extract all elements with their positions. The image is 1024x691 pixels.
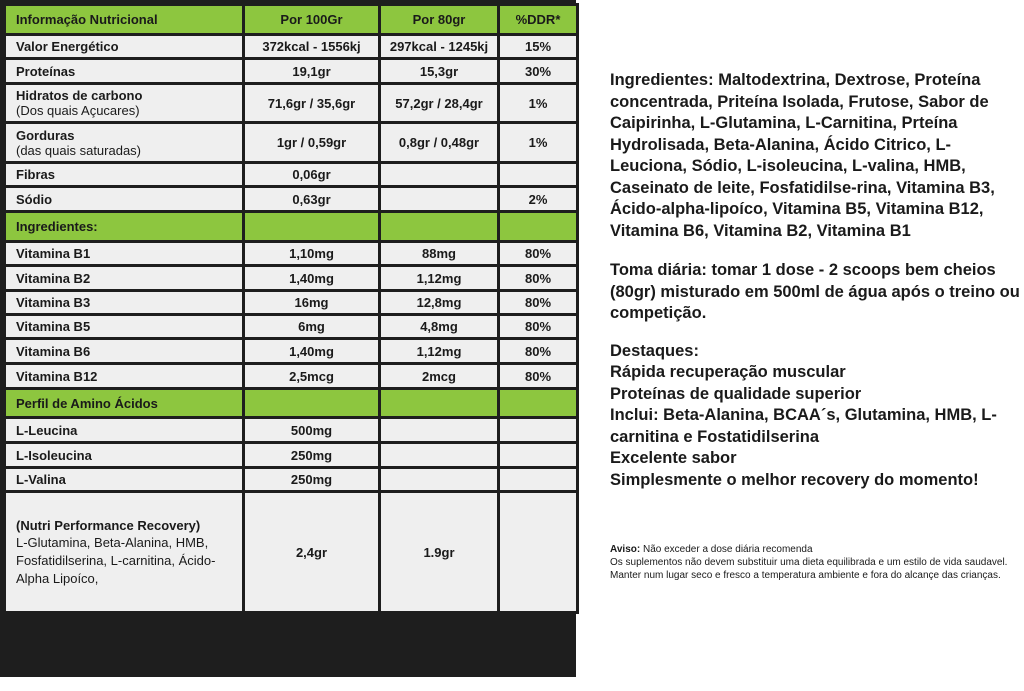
- notice-label: Aviso:: [610, 544, 641, 555]
- blend-label-cell: [5, 492, 244, 613]
- row-ddr: 1%: [499, 123, 578, 163]
- row-label: Vitamina B5: [5, 315, 244, 339]
- table-row: [5, 364, 578, 389]
- row-per-100: 2,5mcg: [244, 364, 380, 389]
- row-label: Sódio: [5, 187, 244, 212]
- empty-cell: [499, 389, 578, 418]
- header-per-100: Por 100Gr: [244, 5, 380, 35]
- row-label: Valor Energético: [5, 35, 244, 59]
- table-row: [5, 187, 578, 212]
- row-ddr: [499, 163, 578, 187]
- empty-cell: [380, 212, 499, 242]
- row-ddr: [499, 468, 578, 492]
- row-label: Hidratos de carbono: [16, 88, 143, 103]
- table-row: [5, 266, 578, 291]
- row-label: Gorduras: [16, 127, 75, 143]
- row-label: L-Isoleucina: [5, 443, 244, 468]
- row-per-100: 1,10mg: [244, 242, 380, 266]
- notice-line-3: Manter num lugar seco e fresco a temperatura ambiente e fora do alcançe das crianças.: [610, 570, 1001, 581]
- row-per-80: 1,12mg: [380, 266, 499, 291]
- highlight-item: Excelente sabor: [610, 449, 737, 467]
- ingredients-label: Ingredientes:: [610, 71, 714, 89]
- header-per-80: Por 80gr: [380, 5, 499, 35]
- row-per-100: 250mg: [244, 443, 380, 468]
- row-per-100: 71,6gr / 35,6gr: [244, 84, 380, 123]
- row-label: L-Leucina: [5, 418, 244, 443]
- highlights-title: Destaques:: [610, 341, 699, 360]
- notice-text: Não exceder a dose diária recomenda: [640, 544, 813, 555]
- empty-cell: [244, 389, 380, 418]
- row-label: Vitamina B12: [5, 364, 244, 389]
- empty-cell: [380, 389, 499, 418]
- highlight-item: Simplesmente o melhor recovery do momento!: [610, 470, 979, 489]
- notice-block: [610, 543, 1020, 582]
- row-per-80: 57,2gr / 28,4gr: [380, 84, 499, 123]
- section-row-amino: [5, 389, 578, 418]
- table-row: [5, 84, 578, 123]
- table-row: [5, 59, 578, 84]
- section-title: Perfil de Amino Ácidos: [5, 389, 244, 418]
- highlights-block: [610, 341, 1020, 492]
- section-title: Ingredientes:: [5, 212, 244, 242]
- row-label: Vitamina B1: [5, 242, 244, 266]
- table-row: [5, 315, 578, 339]
- table-row: [5, 242, 578, 266]
- empty-cell: [244, 212, 380, 242]
- table-row: [5, 291, 578, 315]
- row-ddr: 1%: [499, 84, 578, 123]
- row-ddr: 80%: [499, 364, 578, 389]
- blend-body: L-Glutamina, Beta-Alanina, HMB, Fosfatidilserina, L-carnitina, Ácido-Alpha Lipoíco,: [16, 534, 216, 586]
- row-sublabel: (das quais saturadas): [16, 142, 142, 158]
- table-row: [5, 443, 578, 468]
- row-ddr: 80%: [499, 339, 578, 364]
- highlight-item: Proteínas de qualidade superior: [610, 384, 862, 403]
- row-per-80: 2mcg: [380, 364, 499, 389]
- daily-dose-label: Toma diária:: [610, 261, 707, 279]
- row-label-cell: [5, 123, 244, 163]
- row-per-100: 1,40mg: [244, 339, 380, 364]
- notice-line-2: Os suplementos não devem substituir uma dieta equilibrada e um estilo de vida saudavel.: [610, 557, 1008, 568]
- row-per-80: [380, 163, 499, 187]
- row-per-100: 2,4gr: [244, 492, 380, 613]
- row-label-cell: [5, 84, 244, 123]
- row-per-80: 15,3gr: [380, 59, 499, 84]
- row-per-100: 1gr / 0,59gr: [244, 123, 380, 163]
- row-label: Vitamina B3: [5, 291, 244, 315]
- row-per-100: 0,06gr: [244, 163, 380, 187]
- row-ddr: [499, 443, 578, 468]
- ingredients-paragraph: [610, 70, 1020, 242]
- row-per-100: 372kcal - 1556kj: [244, 35, 380, 59]
- row-per-80: 1,12mg: [380, 339, 499, 364]
- table-row-blend: [5, 492, 578, 613]
- row-per-100: 1,40mg: [244, 266, 380, 291]
- section-row-ingredients: [5, 212, 578, 242]
- daily-dose-paragraph: [610, 260, 1020, 325]
- blend-title: (Nutri Performance Recovery): [16, 517, 201, 533]
- row-label: Proteínas: [5, 59, 244, 84]
- row-per-80: [380, 468, 499, 492]
- row-per-80: [380, 443, 499, 468]
- product-info: [610, 70, 1020, 491]
- table-row: [5, 468, 578, 492]
- row-per-100: 6mg: [244, 315, 380, 339]
- row-per-100: 500mg: [244, 418, 380, 443]
- row-label: L-Valina: [5, 468, 244, 492]
- row-ddr: 80%: [499, 291, 578, 315]
- table-row: [5, 339, 578, 364]
- row-label: Vitamina B2: [5, 266, 244, 291]
- row-ddr: 15%: [499, 35, 578, 59]
- daily-dose-text: tomar 1 dose - 2 scoops bem cheios (80gr) misturado em 500ml de água após o treino ou competição.: [610, 261, 1020, 322]
- highlight-item: Rápida recuperação muscular: [610, 363, 846, 381]
- row-ddr: 30%: [499, 59, 578, 84]
- table-header-row: [5, 5, 578, 35]
- row-label: Fibras: [5, 163, 244, 187]
- row-per-80: 88mg: [380, 242, 499, 266]
- header-title: Informação Nutricional: [5, 5, 244, 35]
- row-per-80: [380, 187, 499, 212]
- row-sublabel: (Dos quais Açucares): [16, 103, 140, 118]
- row-ddr: 80%: [499, 266, 578, 291]
- row-ddr: 80%: [499, 242, 578, 266]
- row-ddr: [499, 418, 578, 443]
- row-per-80: [380, 418, 499, 443]
- row-per-100: 16mg: [244, 291, 380, 315]
- nutrition-table: [3, 3, 579, 614]
- row-ddr: 80%: [499, 315, 578, 339]
- table-row: [5, 35, 578, 59]
- row-per-80: 1.9gr: [380, 492, 499, 613]
- table-row: [5, 163, 578, 187]
- row-per-80: 297kcal - 1245kj: [380, 35, 499, 59]
- row-per-100: 0,63gr: [244, 187, 380, 212]
- table-row: [5, 123, 578, 163]
- empty-cell: [499, 212, 578, 242]
- row-per-80: 4,8mg: [380, 315, 499, 339]
- row-label: Vitamina B6: [5, 339, 244, 364]
- notice-line-1: [610, 543, 1020, 556]
- header-ddr: %DDR*: [499, 5, 578, 35]
- highlight-item: Inclui: Beta-Alanina, BCAA´s, Glutamina, HMB, L-carnitina e Fostatidilserina: [610, 406, 997, 446]
- row-per-80: 0,8gr / 0,48gr: [380, 123, 499, 163]
- row-per-80: 12,8mg: [380, 291, 499, 315]
- ingredients-text: Maltodextrina, Dextrose, Proteína concentrada, Priteína Isolada, Frutose, Sabor de Caipirinha, L-Glutamina, L-Carnitina, Prteína Hydrolisada, Beta-Alanina, Ácido Citrico, L-Leuciona, Sódio, L-isoleucina, L-valina, HMB, Caseinato de leite, Fosfatidilse-rina, Vitamina B3, Ácido-alpha-lipoíco, Vitamina B5, Vitamina B12, Vitamina B6, Vitamina B2, Vitamina B1: [610, 71, 995, 240]
- table-row: [5, 418, 578, 443]
- row-ddr: [499, 492, 578, 613]
- row-per-100: 250mg: [244, 468, 380, 492]
- row-ddr: 2%: [499, 187, 578, 212]
- row-per-100: 19,1gr: [244, 59, 380, 84]
